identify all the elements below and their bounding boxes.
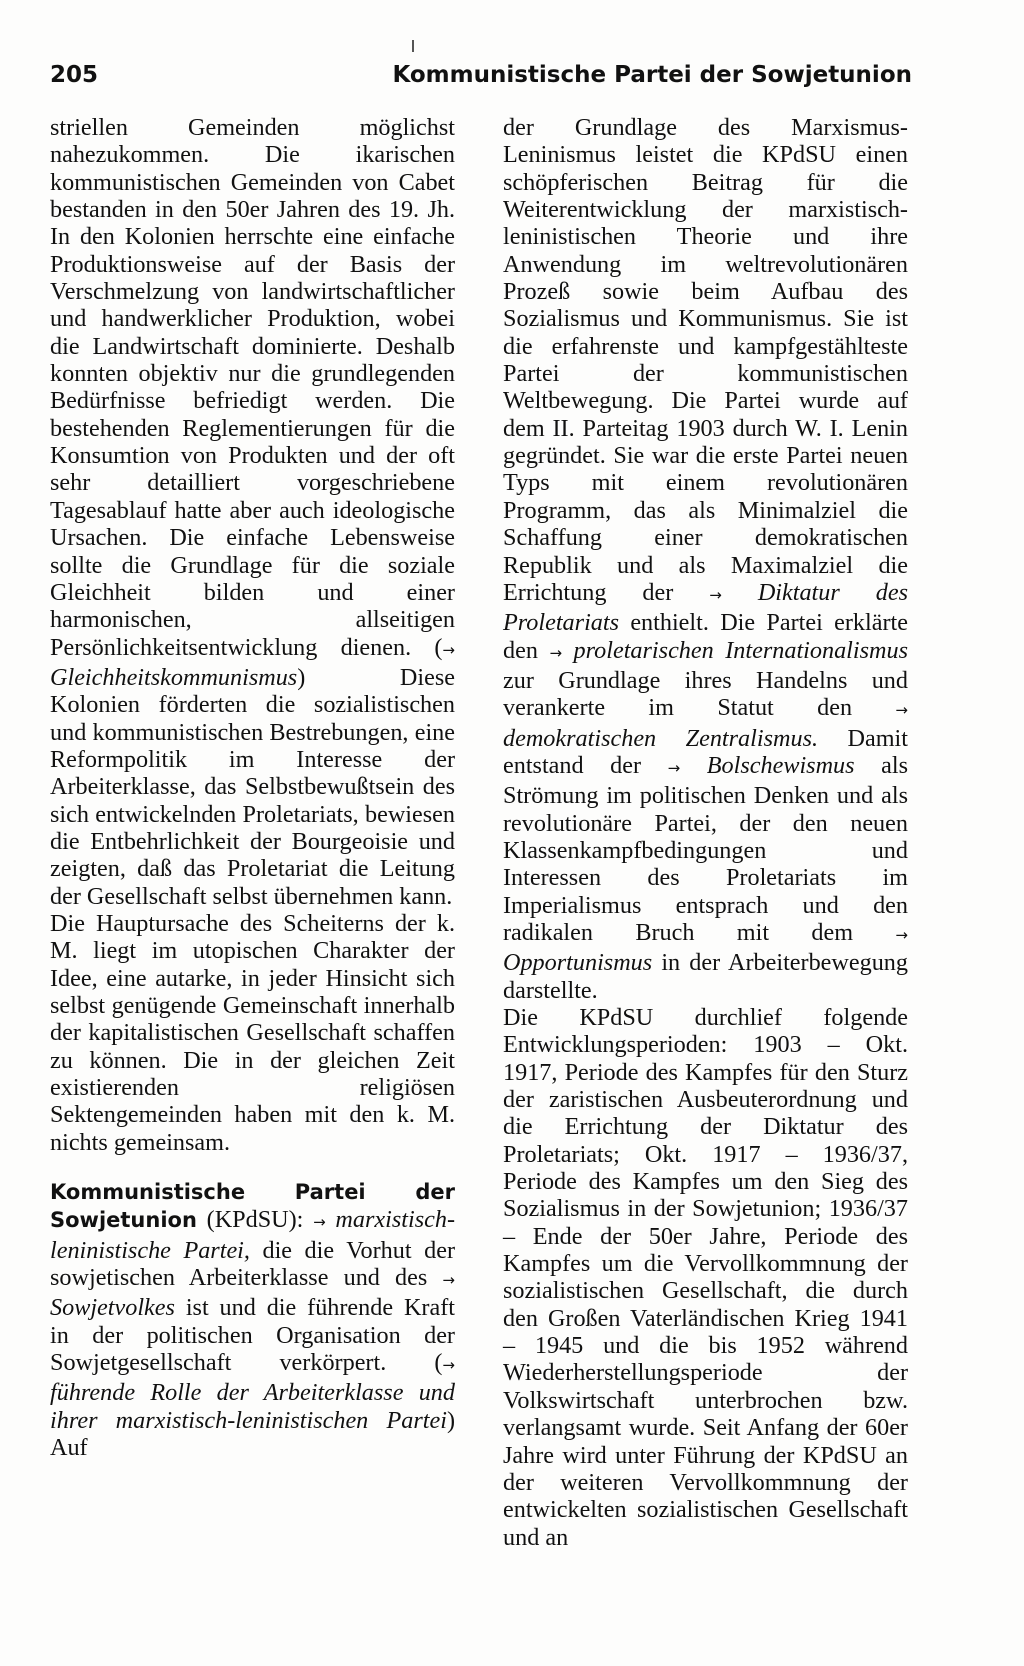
- cross-reference-link[interactable]: Sowjetvolkes: [50, 1294, 175, 1322]
- text-run: die die Vorhut der sowjetischen Arbeiterklasse und des: [50, 1236, 456, 1292]
- running-title: Kommunistische Partei der Sowjetunion: [392, 62, 912, 88]
- text-run: ist und die führende Kraft in der politischen Organisation der Sowjetgesellschaft verkörpert. (: [50, 1294, 455, 1377]
- paragraph: [50, 114, 455, 910]
- cross-reference-arrow: →: [442, 1356, 455, 1375]
- cross-reference-arrow: →: [895, 925, 908, 944]
- paragraph: Die Hauptursache des Scheiterns der k. M. liegt im utopischen Charakter der Idee, eine autarke, in jeder Hinsicht sich selbst genügende Gemeinschaft innerhalb der kapitalistischen Gesellschaft schaffen zu können. Die in der gleichen Zeit existierenden religiösen Sektengemeinden haben mit den k. M. nichts gemeinsam.: [50, 909, 455, 1156]
- cross-reference-link[interactable]: proletarischen Internationalismus: [573, 636, 908, 664]
- cross-reference-link[interactable]: demokratischen Zentralismus.: [503, 724, 819, 752]
- text-run: der Grundlage des Marxismus-Leninismus leistet die KPdSU einen schöpferischen Beitrag für die Weiterentwicklung der marxistisch-leninistischen Theorie und ihre Anwendung im weltrevolutionären Prozeß sowie beim Aufbau des Sozialismus und Kommunismus. Sie ist die erfahrenste und kampfgestählteste Partei der kommunistischen Weltbewegung. Die Partei wurde auf dem II. Parteitag 1903 durch W. I. Lenin gegründet. Sie war die erste Partei neuen Typs mit einem revolutionären Programm, das als Minimalziel die Schaffung einer demokratischen Republik und als Maximalziel die Errichtung der: [503, 114, 908, 606]
- cross-reference-arrow: →: [549, 643, 563, 662]
- cross-reference-arrow: →: [442, 640, 455, 659]
- scan-mark: [412, 40, 414, 52]
- dictionary-entry: [50, 1178, 455, 1461]
- page-number: 205: [50, 62, 99, 88]
- entry-abbreviation: (KPdSU):: [196, 1206, 314, 1234]
- text-run: ) Diese Kolonien förderten die sozialistischen und kommunistischen Bestrebungen, eine Reformpolitik im Interesse der Arbeiterklasse, das Selbstbewußtsein des sich entwickelnden Proletariats, bewiesen die Entbehrlichkeit der Bourgeoisie und zeigten, daß das Proletariat die Leitung der Gesellschaft selbst übernehmen kann.: [50, 663, 455, 910]
- entry-headword: Kommunistische Partei der Sowjetunion: [50, 1180, 455, 1233]
- cross-reference-arrow: →: [895, 701, 908, 720]
- cross-reference-arrow: →: [709, 585, 722, 604]
- cross-reference-arrow: →: [442, 1271, 455, 1290]
- text-run: Damit entstand der: [503, 724, 908, 779]
- left-column: [50, 114, 455, 1462]
- text-run: ) Auf: [50, 1406, 455, 1462]
- text-run: enthielt. Die Partei erklärte den: [503, 609, 908, 664]
- cross-reference-link[interactable]: marxistisch-leninistische Partei,: [50, 1206, 456, 1264]
- cross-reference-link[interactable]: Gleichheitskommunismus: [50, 663, 298, 691]
- paragraph: [503, 114, 908, 1004]
- text-run: in der Arbeiterbewegung darstellte.: [503, 949, 908, 1004]
- right-column: [503, 114, 908, 1551]
- cross-reference-arrow: →: [667, 758, 681, 777]
- cross-reference-link[interactable]: führende Rolle der Arbeiterklasse und ihrer marxistisch-leninistischen Partei: [50, 1379, 455, 1434]
- cross-reference-link[interactable]: Opportunismus: [503, 949, 653, 977]
- cross-reference-link[interactable]: Bolschewismus: [706, 751, 855, 779]
- text-run: als Strömung im politischen Denken und als revolutionäre Partei, der den neuen Klassenkampfbedingungen und Interessen des Proletariats im Imperialismus entsprach und den radikalen Bruch mit dem: [503, 751, 908, 946]
- cross-reference-arrow: →: [313, 1213, 326, 1232]
- text-run: zur Grundlage ihres Handelns und verankerte im Statut den: [503, 666, 908, 722]
- paragraph: Die KPdSU durchlief folgende Entwicklungsperioden: 1903 – Okt. 1917, Periode des Kampfes für den Sturz der zaristischen Ausbeuterordnung und die Errichtung der Diktatur des Proletariats; Okt. 1917 – 1936/37, Periode des Kampfes um den Sieg des Sozialismus in der Sowjetunion; 1936/37 – Ende der 50er Jahre, Periode des Kampfes um die Vervollkommnung der sozialistischen Gesellschaft, die durch den Großen Vaterländischen Krieg 1941 – 1945 und die bis 1952 während Wiederherstellungsperiode der Volkswirtschaft unterbrochen bzw. verlangsamt wurde. Seit Anfang der 60er Jahre wird unter Führung der KPdSU an der weiteren Vervollkommnung der entwickelten sozialistischen Gesellschaft und an: [503, 1004, 908, 1551]
- text-run: striellen Gemeinden möglichst nahezukommen. Die ikarischen kommunistischen Gemeinden von Cabet bestanden in den 50er Jahren des 19. Jh. In den Kolonien herrschte eine einfache Produktionsweise auf der Basis der Verschmelzung von landwirtschaftlicher und handwerklicher Produktion, wobei die Landwirtschaft dominierte. Deshalb konnten objektiv nur die grundlegenden Bedürfnisse befriedigt werden. Die bestehenden Reglementierungen für die Konsumtion von Produkten und der oft sehr detailliert vorgeschriebene Tagesablauf hatte aber auch ideologische Ursachen. Die einfache Lebensweise sollte die Grundlage für die soziale Gleichheit bilden und einer harmonischen, allseitigen Persönlichkeitsentwicklung dienen. (: [50, 114, 455, 661]
- cross-reference-link[interactable]: Diktatur des Proletariats: [503, 578, 908, 637]
